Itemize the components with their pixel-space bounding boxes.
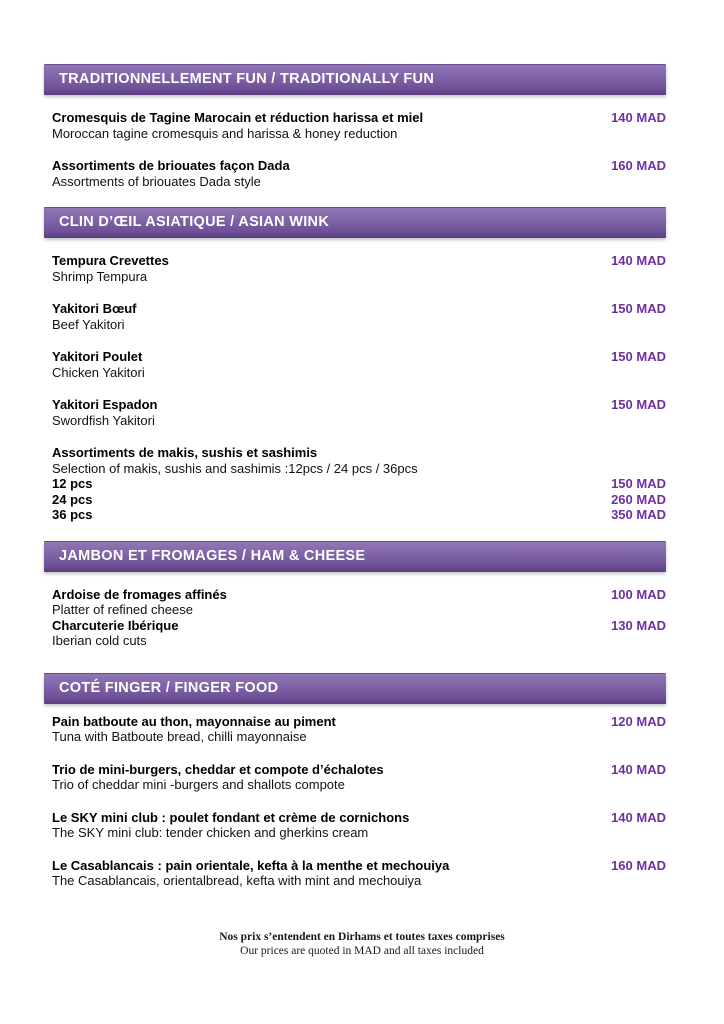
item-name: Pain batboute au thon, mayonnaise au piment [52, 713, 336, 729]
item-name: Trio de mini-burgers, cheddar et compote d’échalotes [52, 761, 384, 777]
section-header-banner: COTÉ FINGER / FINGER FOOD [44, 673, 666, 704]
option-row [52, 476, 666, 492]
item-name: Assortiments de briouates façon Dada [52, 158, 290, 173]
item-desc: The Casablancais, orientalbread, kefta with mint and mechouiya [52, 873, 422, 888]
item-price: 150 MAD [611, 349, 666, 364]
item-price: 100 MAD [611, 586, 666, 602]
item-price: 140 MAD [611, 809, 666, 825]
item-price: 150 MAD [611, 301, 666, 316]
menu-content [44, 64, 666, 907]
item-name: Le SKY mini club : poulet fondant et crème de cornichons [52, 809, 410, 825]
item-name: Le Casablancais : pain orientale, kefta à la menthe et mechouiya [52, 857, 450, 873]
item-price: 260 MAD [611, 491, 666, 507]
item-name: Tempura Crevettes [52, 253, 169, 268]
item-name: Charcuterie Ibérique [52, 617, 179, 633]
item-price: 120 MAD [611, 713, 666, 729]
section-asian-wink [44, 207, 666, 523]
section-items [44, 714, 666, 889]
section-header-banner: CLIN D’ŒIL ASIATIQUE / ASIAN WINK [44, 207, 666, 238]
menu-item [52, 110, 666, 141]
item-desc: Selection of makis, sushis and sashimis :12pcs / 24 pcs / 36pcs [52, 460, 418, 476]
item-desc: Chicken Yakitori [52, 364, 145, 380]
menu-item [52, 618, 666, 649]
menu-item-with-options [52, 445, 666, 523]
item-price: 140 MAD [611, 253, 666, 268]
item-name: Ardoise de fromages affinés [52, 586, 227, 602]
section-ham-cheese [44, 541, 666, 649]
menu-item [52, 762, 666, 793]
item-desc: Assortments of briouates Dada style [52, 173, 261, 189]
item-name: Assortiments de makis, sushis et sashimis [52, 445, 318, 460]
item-name: Yakitori Espadon [52, 397, 158, 412]
option-label: 36 pcs [52, 507, 93, 522]
menu-item [52, 397, 666, 428]
menu-item [52, 349, 666, 380]
section-header-banner: JAMBON ET FROMAGES / HAM & CHEESE [44, 541, 666, 572]
item-desc: The SKY mini club: tender chicken and gherkins cream [52, 825, 369, 840]
section-items [44, 253, 666, 523]
item-price: 160 MAD [611, 158, 666, 173]
item-price: 140 MAD [611, 110, 666, 125]
item-price: 350 MAD [611, 507, 666, 522]
item-name: Yakitori Bœuf [52, 301, 137, 316]
item-price: 160 MAD [611, 857, 666, 873]
menu-item [52, 858, 666, 889]
option-row [52, 507, 666, 523]
footer-note [0, 931, 724, 958]
menu-item [52, 714, 666, 745]
menu-item [52, 587, 666, 618]
item-name: Yakitori Poulet [52, 349, 143, 364]
menu-item [52, 253, 666, 284]
item-price: 150 MAD [611, 476, 666, 491]
footer-note-fr: Nos prix s’entendent en Dirhams et toutes taxes comprises [219, 931, 505, 943]
menu-item [52, 810, 666, 841]
item-desc: Moroccan tagine cromesquis and harissa & honey reduction [52, 125, 398, 141]
footer-note-en: Our prices are quoted in MAD and all taxes included [240, 944, 484, 957]
item-desc: Tuna with Batboute bread, chilli mayonnaise [52, 729, 307, 744]
section-header-banner: TRADITIONNELLEMENT FUN / TRADITIONALLY FUN [44, 64, 666, 95]
section-finger-food [44, 673, 666, 889]
item-desc: Iberian cold cuts [52, 633, 147, 648]
option-label: 12 pcs [52, 476, 93, 491]
option-label: 24 pcs [52, 491, 93, 507]
item-desc: Beef Yakitori [52, 316, 125, 332]
item-price: 130 MAD [611, 617, 666, 633]
menu-item [52, 301, 666, 332]
item-name: Cromesquis de Tagine Marocain et réduction harissa et miel [52, 110, 424, 125]
section-items [44, 110, 666, 189]
section-traditionally-fun [44, 64, 666, 189]
option-row [52, 492, 666, 508]
menu-item [52, 158, 666, 189]
item-price: 140 MAD [611, 761, 666, 777]
section-items [44, 587, 666, 649]
item-desc: Swordfish Yakitori [52, 412, 155, 428]
item-desc: Trio of cheddar mini -burgers and shallots compote [52, 777, 345, 792]
item-price: 150 MAD [611, 397, 666, 412]
item-desc: Platter of refined cheese [52, 602, 193, 617]
item-desc: Shrimp Tempura [52, 268, 148, 284]
